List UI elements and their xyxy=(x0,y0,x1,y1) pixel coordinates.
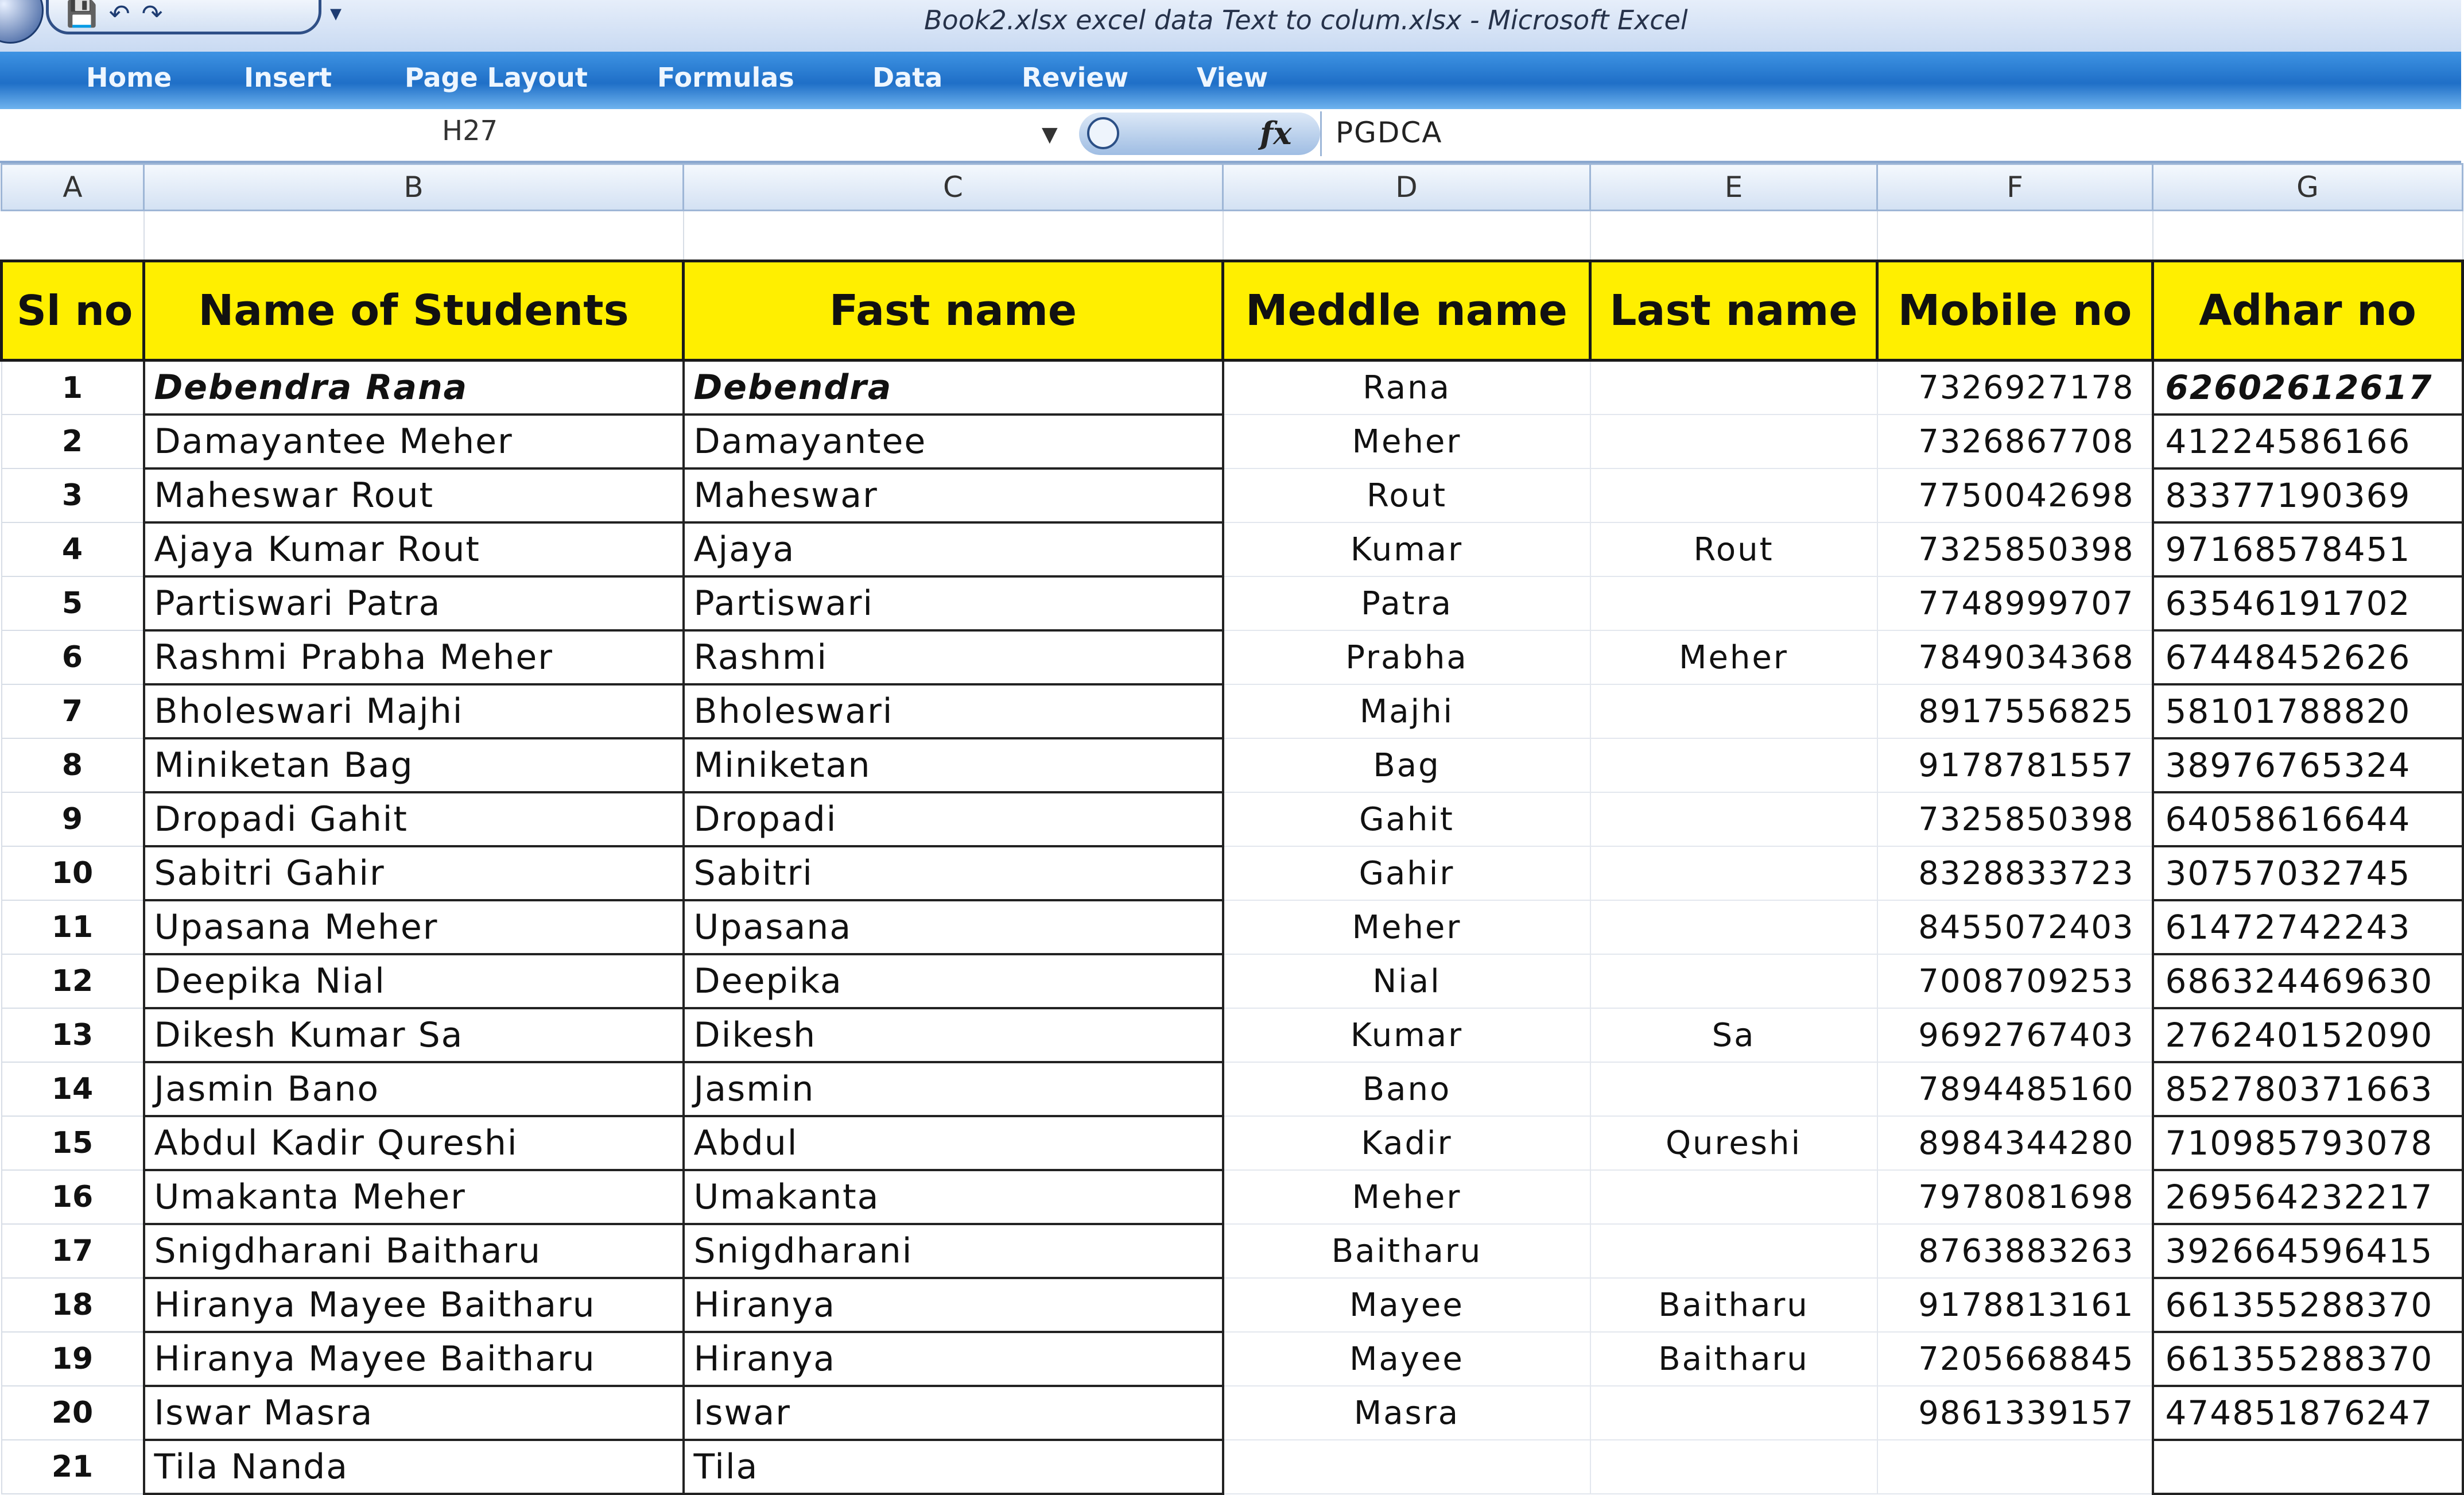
cell-aadhar-no[interactable]: 686324469630 xyxy=(2153,954,2463,1008)
title-bar xyxy=(0,0,2461,52)
table-row xyxy=(2,900,2463,954)
cell-aadhar-no[interactable]: 852780371663 xyxy=(2153,1062,2463,1116)
table-row xyxy=(2,1386,2463,1440)
cell-last-name[interactable] xyxy=(1590,361,1877,415)
cell-last-name[interactable]: Meher xyxy=(1590,630,1877,684)
cell-student-name[interactable]: Jasmin Bano xyxy=(144,1062,684,1116)
cell-sl-no[interactable]: 10 xyxy=(2,846,144,900)
cell-sl-no[interactable]: 4 xyxy=(2,522,144,576)
cell-aadhar-no[interactable]: 30757032745 xyxy=(2153,846,2463,900)
cell-aadhar-no[interactable]: 63546191702 xyxy=(2153,576,2463,630)
cell-student-name[interactable]: Ajaya Kumar Rout xyxy=(144,522,684,576)
cell-last-name[interactable] xyxy=(1590,1224,1877,1278)
cell-student-name[interactable]: Dikesh Kumar Sa xyxy=(144,1008,684,1062)
cell-sl-no[interactable]: 12 xyxy=(2,954,144,1008)
cell[interactable] xyxy=(1590,211,1877,261)
cell-student-name[interactable]: Tila Nanda xyxy=(144,1440,684,1494)
cell-mobile-no[interactable]: 7849034368 xyxy=(1877,630,2153,684)
table-row xyxy=(2,468,2463,522)
cell-mobile-no[interactable]: 7748999707 xyxy=(1877,576,2153,630)
formula-controls xyxy=(1079,113,1320,155)
cell-sl-no[interactable]: 6 xyxy=(2,630,144,684)
table-row xyxy=(2,1332,2463,1386)
cell-sl-no[interactable]: 9 xyxy=(2,792,144,846)
cell-student-name[interactable]: Debendra Rana xyxy=(144,361,684,415)
cell-first-name[interactable]: Tila xyxy=(684,1440,1223,1494)
tab-insert[interactable]: Insert xyxy=(244,62,332,93)
cell-sl-no[interactable]: 15 xyxy=(2,1116,144,1170)
office-button[interactable] xyxy=(0,0,44,44)
cell-student-name[interactable]: Deepika Nial xyxy=(144,954,684,1008)
cell-middle-name[interactable]: Bag xyxy=(1223,738,1590,792)
cell-first-name[interactable]: Debendra xyxy=(684,361,1223,415)
cell-sl-no[interactable]: 21 xyxy=(2,1440,144,1494)
cell[interactable] xyxy=(1877,211,2153,261)
cell-middle-name[interactable]: Gahir xyxy=(1223,846,1590,900)
ribbon-tabs xyxy=(0,52,2461,109)
cell-mobile-no[interactable]: 9861339157 xyxy=(1877,1386,2153,1440)
cell-first-name[interactable]: Iswar xyxy=(684,1386,1223,1440)
cell-aadhar-no[interactable]: 64058616644 xyxy=(2153,792,2463,846)
table-body xyxy=(2,361,2463,1494)
header-aadhar-no[interactable]: Adhar no xyxy=(2153,261,2463,361)
cell-student-name[interactable]: Rashmi Prabha Meher xyxy=(144,630,684,684)
cell-first-name[interactable]: Maheswar xyxy=(684,468,1223,522)
header-name-of-students[interactable]: Name of Students xyxy=(144,261,684,361)
cell-middle-name[interactable]: Gahit xyxy=(1223,792,1590,846)
cell-first-name[interactable]: Abdul xyxy=(684,1116,1223,1170)
cell-mobile-no[interactable]: 8455072403 xyxy=(1877,900,2153,954)
cell-mobile-no[interactable]: 7205668845 xyxy=(1877,1332,2153,1386)
undo-icon[interactable]: ↶ xyxy=(108,0,130,29)
cell-last-name[interactable] xyxy=(1590,415,1877,468)
cell-mobile-no[interactable]: 7750042698 xyxy=(1877,468,2153,522)
table-row xyxy=(2,1440,2463,1494)
cell-last-name[interactable] xyxy=(1590,468,1877,522)
redo-icon[interactable]: ↷ xyxy=(141,0,163,29)
cell-sl-no[interactable]: 2 xyxy=(2,415,144,468)
cell-mobile-no[interactable]: 8328833723 xyxy=(1877,846,2153,900)
cell-last-name[interactable] xyxy=(1590,954,1877,1008)
chevron-down-icon[interactable]: ▼ xyxy=(1042,123,1058,146)
cell-aadhar-no[interactable] xyxy=(2153,1440,2463,1494)
cell-first-name[interactable]: Hiranya xyxy=(684,1332,1223,1386)
table-row xyxy=(2,954,2463,1008)
cell-last-name[interactable]: Baitharu xyxy=(1590,1332,1877,1386)
cell-last-name[interactable] xyxy=(1590,1062,1877,1116)
formula-input[interactable] xyxy=(1320,111,2458,156)
column-header-b[interactable]: B xyxy=(144,164,684,211)
cell-last-name[interactable] xyxy=(1590,1170,1877,1224)
cell[interactable] xyxy=(144,211,684,261)
table-row xyxy=(2,522,2463,576)
cell-first-name[interactable]: Hiranya xyxy=(684,1278,1223,1332)
cell-student-name[interactable]: Sabitri Gahir xyxy=(144,846,684,900)
formula-bar xyxy=(0,109,2461,163)
cell-student-name[interactable]: Hiranya Mayee Baitharu xyxy=(144,1332,684,1386)
cell-middle-name[interactable]: Meher xyxy=(1223,1170,1590,1224)
cell-sl-no[interactable]: 13 xyxy=(2,1008,144,1062)
cell[interactable] xyxy=(1223,211,1590,261)
cell-middle-name[interactable] xyxy=(1223,1440,1590,1494)
header-mobile-no[interactable]: Mobile no xyxy=(1877,261,2153,361)
cell-sl-no[interactable]: 5 xyxy=(2,576,144,630)
cell-middle-name[interactable]: Kadir xyxy=(1223,1116,1590,1170)
cell-middle-name[interactable]: Meher xyxy=(1223,900,1590,954)
insert-function-icon[interactable]: fx xyxy=(1260,115,1292,152)
cell-middle-name[interactable]: Nial xyxy=(1223,954,1590,1008)
cell-middle-name[interactable]: Mayee xyxy=(1223,1332,1590,1386)
cell-aadhar-no[interactable]: 61472742243 xyxy=(2153,900,2463,954)
column-header-c[interactable]: C xyxy=(684,164,1223,211)
table-row xyxy=(2,1224,2463,1278)
cell-aadhar-no[interactable]: 710985793078 xyxy=(2153,1116,2463,1170)
cell-mobile-no[interactable]: 9178781557 xyxy=(1877,738,2153,792)
cell-first-name[interactable]: Sabitri xyxy=(684,846,1223,900)
cell-mobile-no[interactable]: 7894485160 xyxy=(1877,1062,2153,1116)
cell-middle-name[interactable]: Baitharu xyxy=(1223,1224,1590,1278)
cell-sl-no[interactable]: 17 xyxy=(2,1224,144,1278)
cell-first-name[interactable]: Deepika xyxy=(684,954,1223,1008)
cell-first-name[interactable]: Snigdharani xyxy=(684,1224,1223,1278)
header-first-name[interactable]: Fast name xyxy=(684,261,1223,361)
cell-student-name[interactable]: Iswar Masra xyxy=(144,1386,684,1440)
cell-aadhar-no[interactable]: 269564232217 xyxy=(2153,1170,2463,1224)
cell-first-name[interactable]: Ajaya xyxy=(684,522,1223,576)
cell-last-name[interactable]: Sa xyxy=(1590,1008,1877,1062)
cell-student-name[interactable]: Abdul Kadir Qureshi xyxy=(144,1116,684,1170)
window-title: Book2.xlsx excel data Text to colum.xlsx - Microsoft Excel xyxy=(924,5,1688,36)
tab-formulas[interactable]: Formulas xyxy=(657,62,794,93)
column-header-a[interactable]: A xyxy=(2,164,144,211)
cell-sl-no[interactable]: 3 xyxy=(2,468,144,522)
cell-aadhar-no[interactable]: 661355288370 xyxy=(2153,1278,2463,1332)
cell-middle-name[interactable]: Kumar xyxy=(1223,522,1590,576)
cell-first-name[interactable]: Partiswari xyxy=(684,576,1223,630)
cell-aadhar-no[interactable]: 41224586166 xyxy=(2153,415,2463,468)
cell-first-name[interactable]: Damayantee xyxy=(684,415,1223,468)
cell-first-name[interactable]: Rashmi xyxy=(684,630,1223,684)
cell-sl-no[interactable]: 11 xyxy=(2,900,144,954)
table-header-row xyxy=(2,261,2463,361)
table-row xyxy=(2,1170,2463,1224)
cell-first-name[interactable]: Miniketan xyxy=(684,738,1223,792)
cell-student-name[interactable]: Snigdharani Baitharu xyxy=(144,1224,684,1278)
cell-student-name[interactable]: Dropadi Gahit xyxy=(144,792,684,846)
cell-student-name[interactable]: Umakanta Meher xyxy=(144,1170,684,1224)
cell[interactable] xyxy=(2153,211,2463,261)
cell-sl-no[interactable]: 16 xyxy=(2,1170,144,1224)
cell[interactable] xyxy=(2,211,144,261)
header-sl-no[interactable]: Sl no xyxy=(2,261,144,361)
cell-mobile-no[interactable]: 7978081698 xyxy=(1877,1170,2153,1224)
cell-sl-no[interactable]: 8 xyxy=(2,738,144,792)
cell-sl-no[interactable]: 20 xyxy=(2,1386,144,1440)
cell-last-name[interactable] xyxy=(1590,900,1877,954)
cell-sl-no[interactable]: 7 xyxy=(2,684,144,738)
cell-mobile-no[interactable]: 9692767403 xyxy=(1877,1008,2153,1062)
table-row xyxy=(2,792,2463,846)
cell-last-name[interactable] xyxy=(1590,1440,1877,1494)
cell-middle-name[interactable]: Mayee xyxy=(1223,1278,1590,1332)
table-row xyxy=(2,846,2463,900)
cell-aadhar-no[interactable]: 276240152090 xyxy=(2153,1008,2463,1062)
cell-last-name[interactable] xyxy=(1590,738,1877,792)
cell-mobile-no[interactable]: 7326867708 xyxy=(1877,415,2153,468)
column-header-d[interactable]: D xyxy=(1223,164,1590,211)
cell-middle-name[interactable]: Bano xyxy=(1223,1062,1590,1116)
cell-mobile-no[interactable]: 7325850398 xyxy=(1877,522,2153,576)
cell-mobile-no[interactable]: 8984344280 xyxy=(1877,1116,2153,1170)
cell[interactable] xyxy=(684,211,1223,261)
cell-first-name[interactable]: Dropadi xyxy=(684,792,1223,846)
cell-aadhar-no[interactable]: 67448452626 xyxy=(2153,630,2463,684)
name-box[interactable] xyxy=(6,111,1079,156)
table-row xyxy=(2,1008,2463,1062)
quick-access-toolbar xyxy=(46,0,321,34)
sheet-table xyxy=(0,163,2464,1495)
customize-icon[interactable]: ▾ xyxy=(330,0,342,26)
cell-first-name[interactable]: Jasmin xyxy=(684,1062,1223,1116)
cell-aadhar-no[interactable]: 661355288370 xyxy=(2153,1332,2463,1386)
tab-page-layout[interactable]: Page Layout xyxy=(405,62,588,93)
cell-middle-name[interactable]: Rana xyxy=(1223,361,1590,415)
cell-mobile-no[interactable]: 7008709253 xyxy=(1877,954,2153,1008)
table-row xyxy=(2,1116,2463,1170)
cell-mobile-no[interactable]: 7325850398 xyxy=(1877,792,2153,846)
cell-student-name[interactable]: Hiranya Mayee Baitharu xyxy=(144,1278,684,1332)
column-header-f[interactable]: F xyxy=(1877,164,2153,211)
column-header-e[interactable]: E xyxy=(1590,164,1877,211)
cell-middle-name[interactable]: Prabha xyxy=(1223,630,1590,684)
cell-last-name[interactable] xyxy=(1590,684,1877,738)
table-row xyxy=(2,576,2463,630)
cell-student-name[interactable]: Partiswari Patra xyxy=(144,576,684,630)
cell-mobile-no[interactable]: 7326927178 xyxy=(1877,361,2153,415)
cell-sl-no[interactable]: 14 xyxy=(2,1062,144,1116)
column-header-g[interactable]: G xyxy=(2153,164,2463,211)
formula-value: PGDCA xyxy=(1336,116,1443,149)
cell-last-name[interactable]: Rout xyxy=(1590,522,1877,576)
tab-review[interactable]: Review xyxy=(1022,62,1129,93)
cell-middle-name[interactable]: Rout xyxy=(1223,468,1590,522)
cell-student-name[interactable]: Upasana Meher xyxy=(144,900,684,954)
cell-sl-no[interactable]: 18 xyxy=(2,1278,144,1332)
cell-aadhar-no[interactable]: 58101788820 xyxy=(2153,684,2463,738)
cell-last-name[interactable] xyxy=(1590,576,1877,630)
cell-middle-name[interactable]: Patra xyxy=(1223,576,1590,630)
cell-aadhar-no[interactable]: 97168578451 xyxy=(2153,522,2463,576)
cell-mobile-no[interactable]: 9178813161 xyxy=(1877,1278,2153,1332)
empty-row xyxy=(2,211,2463,261)
cell-student-name[interactable]: Damayantee Meher xyxy=(144,415,684,468)
cell-student-name[interactable]: Bholeswari Majhi xyxy=(144,684,684,738)
table-row xyxy=(2,684,2463,738)
table-row xyxy=(2,361,2463,415)
cell-aadhar-no[interactable]: 83377190369 xyxy=(2153,468,2463,522)
cell-student-name[interactable]: Maheswar Rout xyxy=(144,468,684,522)
cell-last-name[interactable]: Qureshi xyxy=(1590,1116,1877,1170)
cell-first-name[interactable]: Bholeswari xyxy=(684,684,1223,738)
tab-view[interactable]: View xyxy=(1197,62,1268,93)
cell-last-name[interactable] xyxy=(1590,792,1877,846)
cell-aadhar-no[interactable]: 38976765324 xyxy=(2153,738,2463,792)
save-icon[interactable]: 💾 xyxy=(66,0,98,29)
cell-student-name[interactable]: Miniketan Bag xyxy=(144,738,684,792)
cell-first-name[interactable]: Upasana xyxy=(684,900,1223,954)
cell-first-name[interactable]: Umakanta xyxy=(684,1170,1223,1224)
table-row xyxy=(2,415,2463,468)
tab-home[interactable]: Home xyxy=(86,62,172,93)
table-row xyxy=(2,738,2463,792)
cell-mobile-no[interactable]: 8763883263 xyxy=(1877,1224,2153,1278)
cell-mobile-no[interactable]: 8917556825 xyxy=(1877,684,2153,738)
cancel-icon[interactable] xyxy=(1087,117,1119,149)
table-row xyxy=(2,630,2463,684)
cell-last-name[interactable] xyxy=(1590,846,1877,900)
cell-last-name[interactable] xyxy=(1590,1386,1877,1440)
cell-middle-name[interactable]: Meher xyxy=(1223,415,1590,468)
cell-middle-name[interactable]: Majhi xyxy=(1223,684,1590,738)
cell-aadhar-no[interactable]: 392664596415 xyxy=(2153,1224,2463,1278)
cell-sl-no[interactable]: 19 xyxy=(2,1332,144,1386)
cell-aadhar-no[interactable]: 474851876247 xyxy=(2153,1386,2463,1440)
name-box-value: H27 xyxy=(442,115,498,147)
cell-mobile-no[interactable] xyxy=(1877,1440,2153,1494)
cell-aadhar-no[interactable]: 62602612617 xyxy=(2153,361,2463,415)
header-middle-name[interactable]: Meddle name xyxy=(1223,261,1590,361)
table-row xyxy=(2,1278,2463,1332)
cell-first-name[interactable]: Dikesh xyxy=(684,1008,1223,1062)
cell-middle-name[interactable]: Kumar xyxy=(1223,1008,1590,1062)
tab-data[interactable]: Data xyxy=(872,62,943,93)
cell-sl-no[interactable]: 1 xyxy=(2,361,144,415)
table-row xyxy=(2,1062,2463,1116)
cell-middle-name[interactable]: Masra xyxy=(1223,1386,1590,1440)
header-last-name[interactable]: Last name xyxy=(1590,261,1877,361)
column-header-row xyxy=(2,164,2463,211)
cell-last-name[interactable]: Baitharu xyxy=(1590,1278,1877,1332)
worksheet-grid xyxy=(0,163,2461,1487)
